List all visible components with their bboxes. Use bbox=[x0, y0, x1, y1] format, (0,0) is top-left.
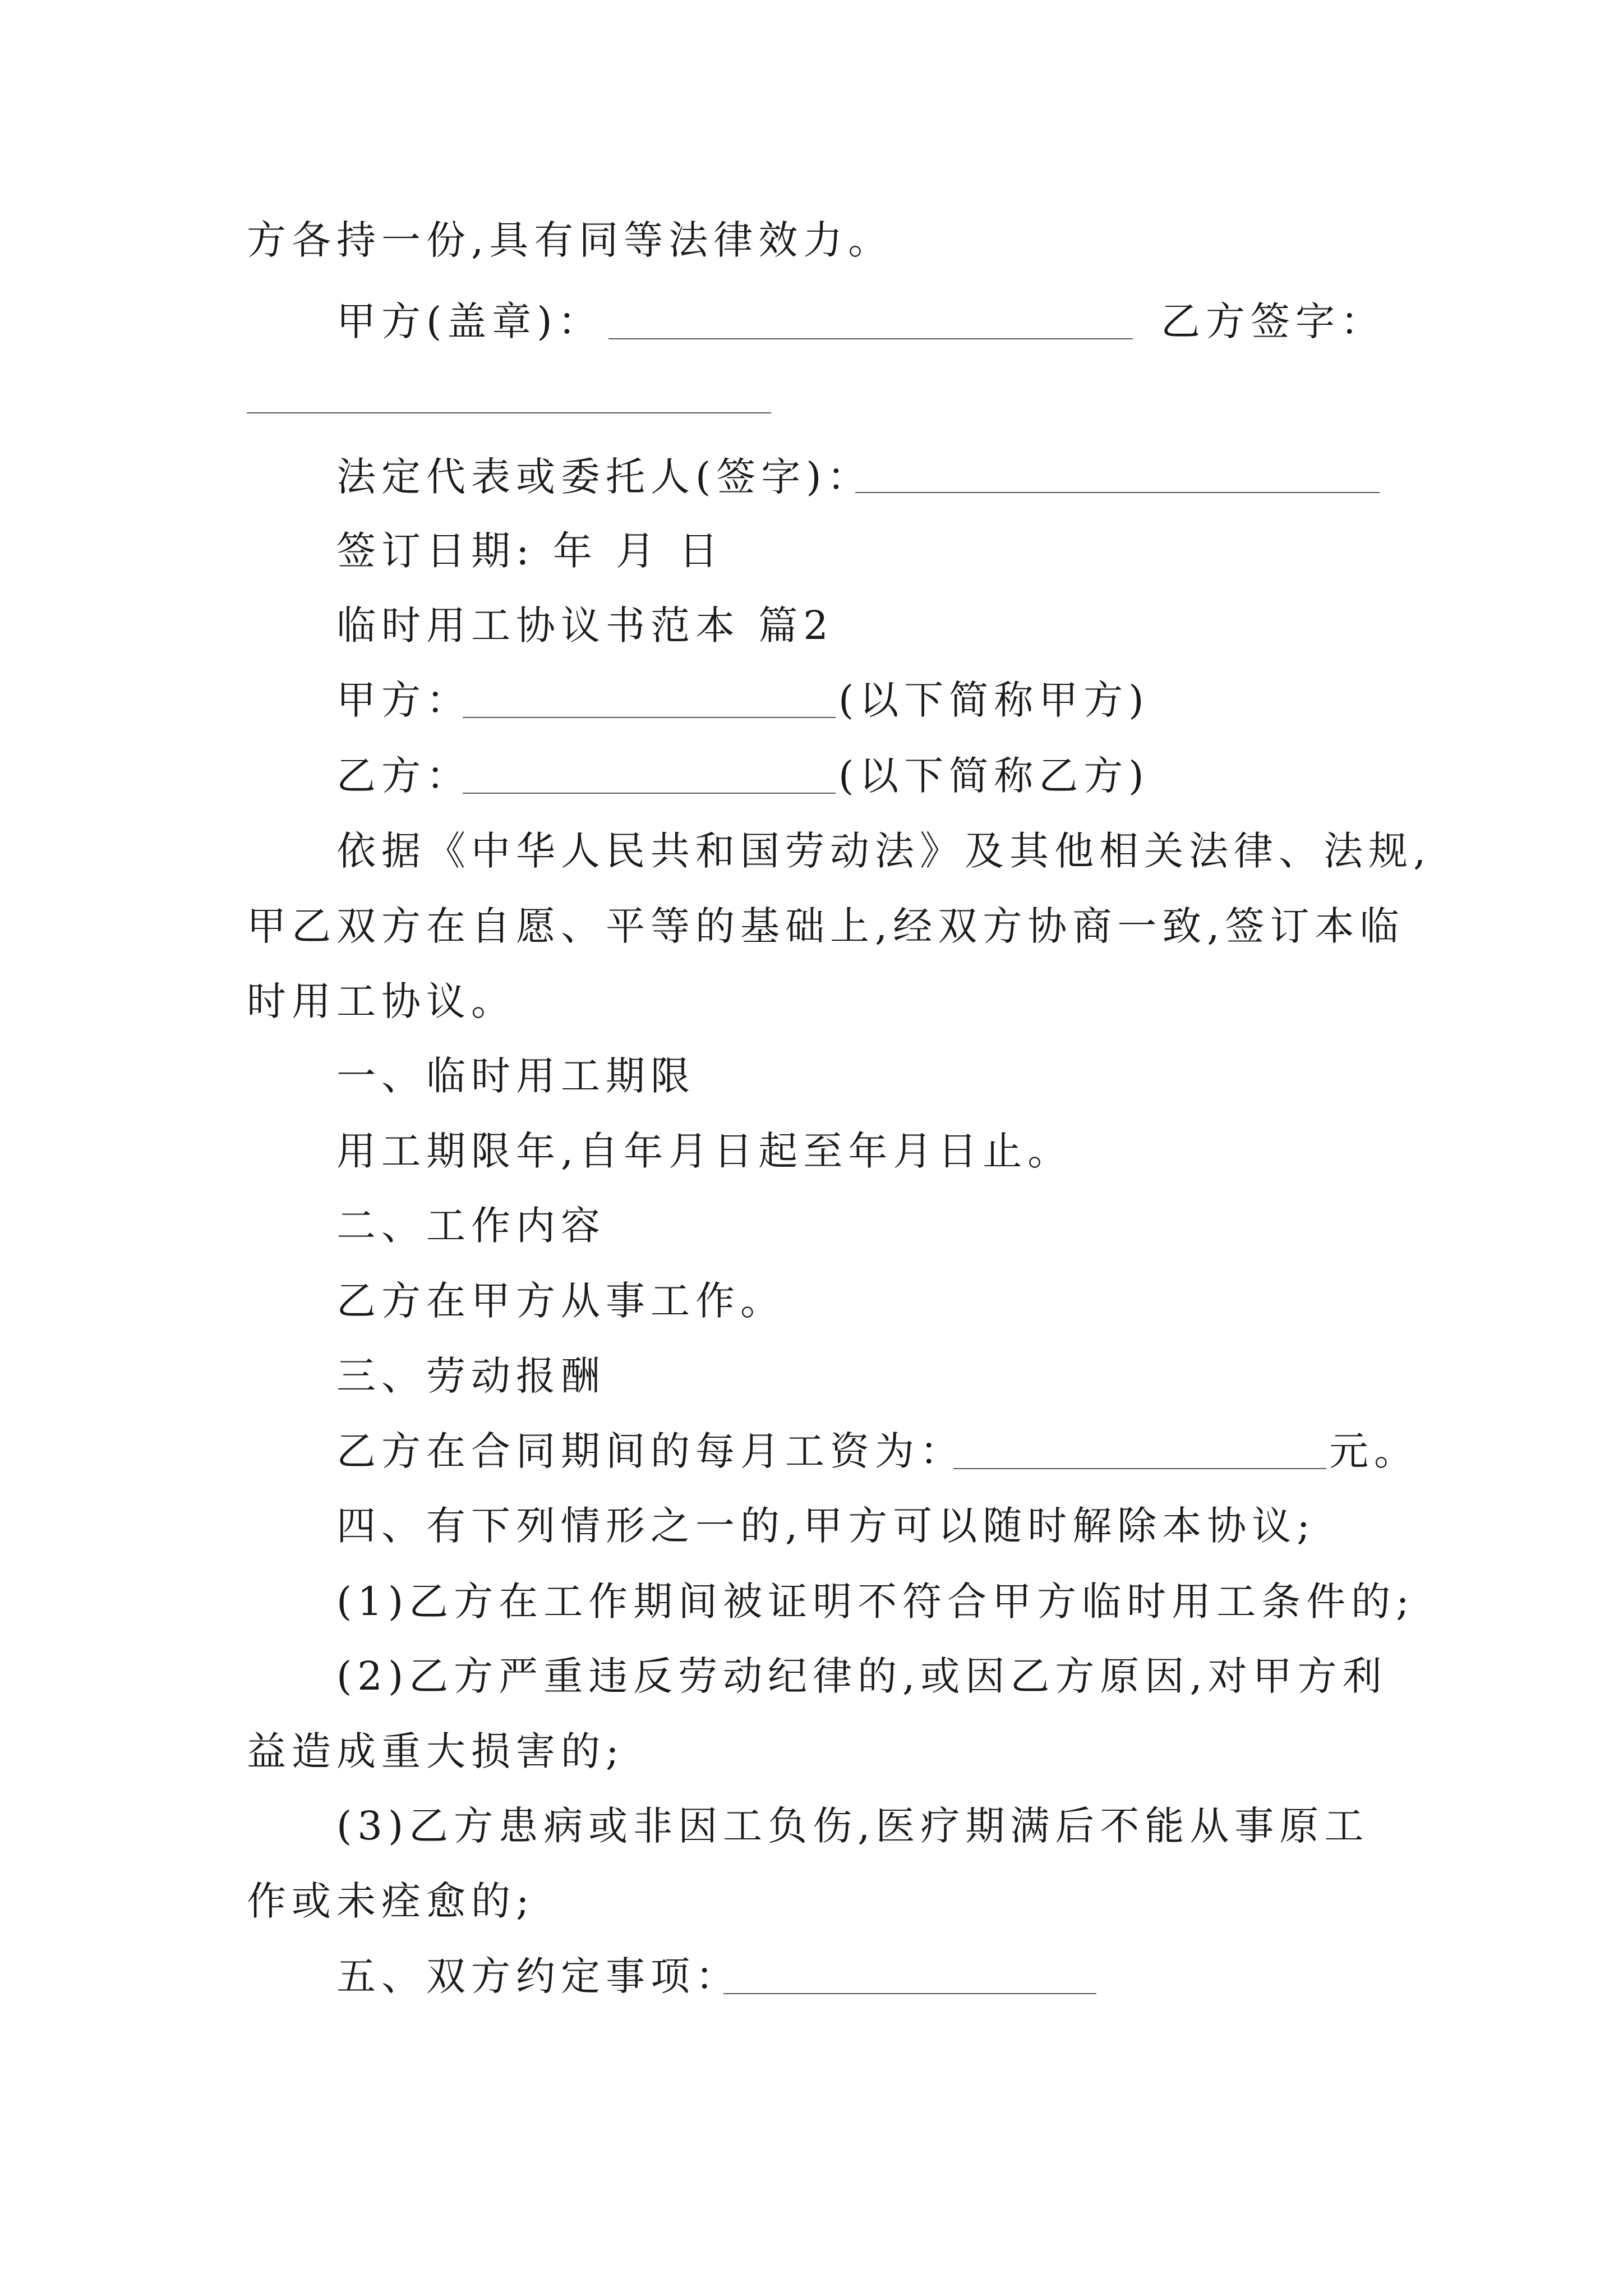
party-a-suffix: (以下简称甲方) bbox=[838, 677, 1150, 723]
salary-blank bbox=[953, 1468, 1326, 1469]
party-b-sign-label: 乙方签字： bbox=[1161, 298, 1385, 344]
party-a-blank bbox=[463, 717, 836, 718]
clause5-heading: 五、双方约定事项： bbox=[336, 1953, 740, 1999]
section-title: 临时用工协议书范本 篇2 bbox=[336, 602, 834, 648]
clause4-item2-line2: 益造成重大损害的; bbox=[247, 1728, 625, 1774]
intro-line-2: 甲乙双方在自愿、平等的基础上,经双方协商一致,签订本临 bbox=[247, 903, 1405, 949]
intro-line-3: 时用工协议。 bbox=[247, 978, 516, 1024]
party-b-blank bbox=[463, 793, 836, 794]
clause4-item1: (1)乙方在工作期间被证明不符合甲方临时用工条件的; bbox=[336, 1579, 1415, 1625]
clause4-item3-line2: 作或未痊愈的; bbox=[247, 1878, 535, 1924]
clause1-body: 用工期限年,自年月日起至年月日止。 bbox=[336, 1128, 1073, 1174]
party-a-label: 甲方： bbox=[336, 677, 471, 723]
clause1-heading: 一、临时用工期限 bbox=[336, 1053, 695, 1099]
legal-rep-label: 法定代表或委托人(签字)： bbox=[336, 454, 872, 500]
party-b-sign-blank bbox=[247, 412, 771, 413]
clause2-body: 乙方在甲方从事工作。 bbox=[336, 1278, 785, 1324]
party-a-seal-blank bbox=[608, 338, 1133, 339]
clause3-body-suffix: 元。 bbox=[1329, 1428, 1419, 1474]
intro-line-1: 依据《中华人民共和国劳动法》及其他相关法律、法规, bbox=[336, 828, 1432, 874]
sign-date-label: 签订日期: 年 月 日 bbox=[336, 528, 724, 574]
party-b-suffix: (以下简称乙方) bbox=[838, 753, 1150, 799]
clause5-blank bbox=[723, 1993, 1096, 1994]
continuation-line: 方各持一份,具有同等法律效力。 bbox=[247, 217, 893, 263]
party-a-seal-label: 甲方(盖章)： bbox=[336, 298, 603, 344]
clause4-item3-line1: (3)乙方患病或非因工负伤,医疗期满后不能从事原工 bbox=[336, 1803, 1370, 1849]
clause4-item2-line1: (2)乙方严重违反劳动纪律的,或因乙方原因,对甲方利 bbox=[336, 1653, 1387, 1699]
clause4-heading: 四、有下列情形之一的,甲方可以随时解除本协议; bbox=[336, 1503, 1316, 1549]
clause2-heading: 二、工作内容 bbox=[336, 1203, 606, 1249]
legal-rep-blank bbox=[855, 492, 1380, 493]
clause3-heading: 三、劳动报酬 bbox=[336, 1353, 606, 1399]
party-b-label: 乙方： bbox=[336, 753, 471, 799]
clause3-body-prefix: 乙方在合同期间的每月工资为： bbox=[336, 1428, 965, 1474]
